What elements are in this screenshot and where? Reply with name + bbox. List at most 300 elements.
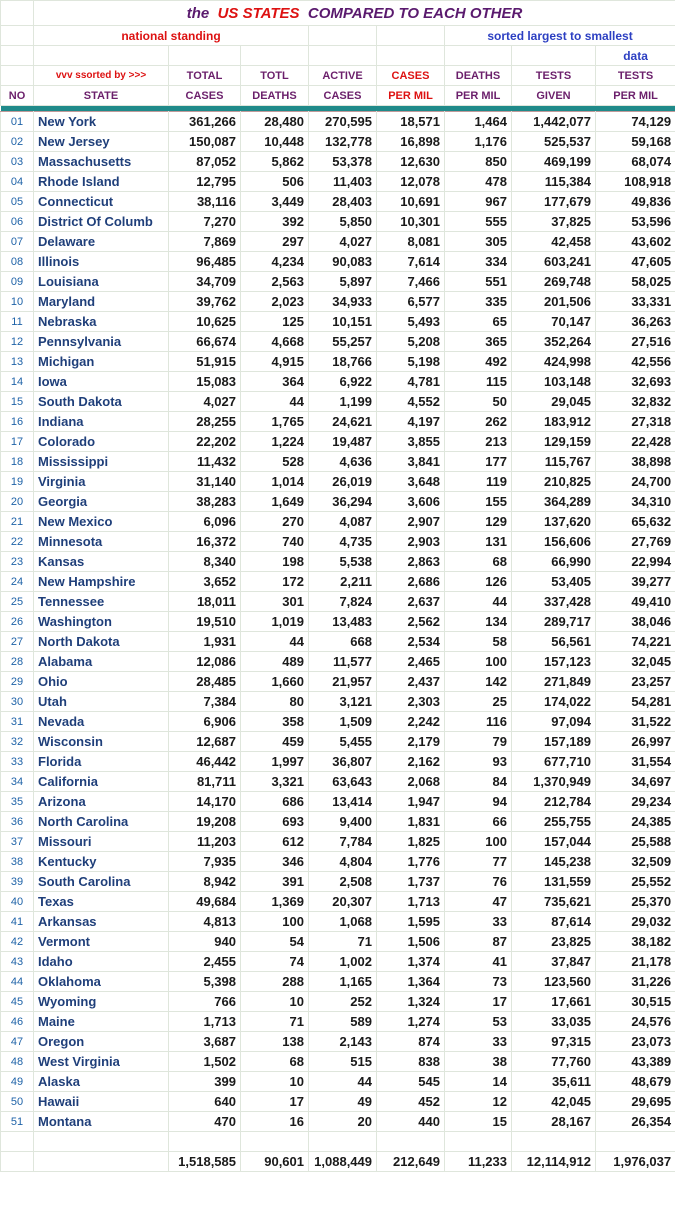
- cases-per-mil: 1,947: [377, 792, 445, 812]
- table-row: [1, 972, 675, 992]
- tests-given: 56,561: [512, 632, 596, 652]
- row-number: 18: [1, 452, 34, 472]
- row-number: 22: [1, 532, 34, 552]
- cases-per-mil: 1,713: [377, 892, 445, 912]
- cases-per-mil: 1,364: [377, 972, 445, 992]
- table-row: [1, 492, 675, 512]
- state-name: California: [34, 772, 169, 792]
- tests-per-mil: 34,310: [596, 492, 675, 512]
- tests-given: 255,755: [512, 812, 596, 832]
- table-row: [1, 252, 675, 272]
- row-number: 33: [1, 752, 34, 772]
- total-deaths: 100: [241, 912, 309, 932]
- total-deaths-per-mil: 11,233: [445, 1152, 512, 1172]
- tests-per-mil: 30,515: [596, 992, 675, 1012]
- total-deaths: 1,649: [241, 492, 309, 512]
- tests-given: 735,621: [512, 892, 596, 912]
- tests-given: 42,045: [512, 1092, 596, 1112]
- total-deaths: 2,563: [241, 272, 309, 292]
- tests-given: 28,167: [512, 1112, 596, 1132]
- cases-per-mil: 18,571: [377, 112, 445, 132]
- total-deaths: 74: [241, 952, 309, 972]
- tests-given: 137,620: [512, 512, 596, 532]
- table-row: [1, 432, 675, 452]
- cases-per-mil: 3,841: [377, 452, 445, 472]
- tests-per-mil: 43,602: [596, 232, 675, 252]
- total-cases: 10,625: [169, 312, 241, 332]
- total-deaths: 1,014: [241, 472, 309, 492]
- state-name: Kentucky: [34, 852, 169, 872]
- total-deaths: 16: [241, 1112, 309, 1132]
- totals-row: [1, 1152, 675, 1172]
- tests-given: 145,238: [512, 852, 596, 872]
- tests-per-mil: 23,073: [596, 1032, 675, 1052]
- total-deaths: 358: [241, 712, 309, 732]
- cases-per-mil: 12,078: [377, 172, 445, 192]
- total-cases: 28,255: [169, 412, 241, 432]
- state-name: Missouri: [34, 832, 169, 852]
- header-active-cases: CASES: [309, 86, 377, 106]
- total-cases: 34,709: [169, 272, 241, 292]
- cases-per-mil: 545: [377, 1072, 445, 1092]
- tests-per-mil: 49,836: [596, 192, 675, 212]
- deaths-per-mil: 84: [445, 772, 512, 792]
- tests-per-mil: 53,596: [596, 212, 675, 232]
- cases-per-mil: 5,493: [377, 312, 445, 332]
- table-row: [1, 212, 675, 232]
- deaths-per-mil: 14: [445, 1072, 512, 1092]
- tests-given: 212,784: [512, 792, 596, 812]
- deaths-per-mil: 93: [445, 752, 512, 772]
- total-total-deaths: 90,601: [241, 1152, 309, 1172]
- row-number: 11: [1, 312, 34, 332]
- total-cases: 8,340: [169, 552, 241, 572]
- total-cases: 39,762: [169, 292, 241, 312]
- state-name: Colorado: [34, 432, 169, 452]
- total-tests-given: 12,114,912: [512, 1152, 596, 1172]
- total-tests-per-mil: 1,976,037: [596, 1152, 675, 1172]
- cases-per-mil: 1,324: [377, 992, 445, 1012]
- total-deaths: 489: [241, 652, 309, 672]
- header-top-tests: TESTS: [512, 66, 596, 86]
- deaths-per-mil: 119: [445, 472, 512, 492]
- state-name: New Jersey: [34, 132, 169, 152]
- row-number: 51: [1, 1112, 34, 1132]
- tests-per-mil: 34,697: [596, 772, 675, 792]
- active-cases: 132,778: [309, 132, 377, 152]
- tests-given: 115,384: [512, 172, 596, 192]
- total-deaths: 288: [241, 972, 309, 992]
- active-cases: 20,307: [309, 892, 377, 912]
- cases-per-mil: 2,179: [377, 732, 445, 752]
- deaths-per-mil: 47: [445, 892, 512, 912]
- tests-given: 157,044: [512, 832, 596, 852]
- row-number: 14: [1, 372, 34, 392]
- tests-given: 157,123: [512, 652, 596, 672]
- total-cases: 7,384: [169, 692, 241, 712]
- state-name: Pennsylvania: [34, 332, 169, 352]
- tests-given: 131,559: [512, 872, 596, 892]
- tests-given: 525,537: [512, 132, 596, 152]
- total-cases: 49,684: [169, 892, 241, 912]
- table-row: [1, 912, 675, 932]
- table-row: [1, 412, 675, 432]
- deaths-per-mil: 1,176: [445, 132, 512, 152]
- cases-per-mil: 2,465: [377, 652, 445, 672]
- state-name: South Dakota: [34, 392, 169, 412]
- total-deaths: 391: [241, 872, 309, 892]
- state-name: Rhode Island: [34, 172, 169, 192]
- total-deaths: 392: [241, 212, 309, 232]
- table-row: [1, 1052, 675, 1072]
- page-title: the US STATES COMPARED TO EACH OTHER: [34, 1, 675, 26]
- total-cases: 1,713: [169, 1012, 241, 1032]
- total-cases: 7,935: [169, 852, 241, 872]
- deaths-per-mil: 177: [445, 452, 512, 472]
- deaths-per-mil: 555: [445, 212, 512, 232]
- tests-per-mil: 27,769: [596, 532, 675, 552]
- row-number: 10: [1, 292, 34, 312]
- total-deaths: 4,915: [241, 352, 309, 372]
- row-number: 45: [1, 992, 34, 1012]
- total-cases: 22,202: [169, 432, 241, 452]
- deaths-per-mil: 50: [445, 392, 512, 412]
- cases-per-mil: 10,301: [377, 212, 445, 232]
- state-name: North Dakota: [34, 632, 169, 652]
- table-row: [1, 152, 675, 172]
- deaths-per-mil: 25: [445, 692, 512, 712]
- tests-given: 77,760: [512, 1052, 596, 1072]
- tests-per-mil: 29,695: [596, 1092, 675, 1112]
- total-deaths: 297: [241, 232, 309, 252]
- table-row: [1, 872, 675, 892]
- total-cases: 6,906: [169, 712, 241, 732]
- active-cases: 7,784: [309, 832, 377, 852]
- tests-per-mil: 29,234: [596, 792, 675, 812]
- state-name: Texas: [34, 892, 169, 912]
- table-row: [1, 672, 675, 692]
- cases-per-mil: 7,466: [377, 272, 445, 292]
- table-row: [1, 1032, 675, 1052]
- deaths-per-mil: 12: [445, 1092, 512, 1112]
- active-cases: 44: [309, 1072, 377, 1092]
- total-deaths: 3,321: [241, 772, 309, 792]
- total-deaths: 1,224: [241, 432, 309, 452]
- tests-per-mil: 42,556: [596, 352, 675, 372]
- row-number: 36: [1, 812, 34, 832]
- deaths-per-mil: 126: [445, 572, 512, 592]
- header-cases: CASES: [169, 86, 241, 106]
- active-cases: 2,143: [309, 1032, 377, 1052]
- tests-per-mil: 32,509: [596, 852, 675, 872]
- tests-per-mil: 22,994: [596, 552, 675, 572]
- tests-given: 156,606: [512, 532, 596, 552]
- cases-per-mil: 12,630: [377, 152, 445, 172]
- table-row: [1, 1072, 675, 1092]
- state-name: Arizona: [34, 792, 169, 812]
- total-cases: 7,270: [169, 212, 241, 232]
- row-number: 17: [1, 432, 34, 452]
- table-row: [1, 992, 675, 1012]
- row-number: 44: [1, 972, 34, 992]
- deaths-per-mil: 65: [445, 312, 512, 332]
- total-deaths: 17: [241, 1092, 309, 1112]
- table-row: [1, 232, 675, 252]
- deaths-per-mil: 115: [445, 372, 512, 392]
- state-name: Louisiana: [34, 272, 169, 292]
- total-deaths: 2,023: [241, 292, 309, 312]
- active-cases: 18,766: [309, 352, 377, 372]
- total-cases: 8,942: [169, 872, 241, 892]
- tests-per-mil: 23,257: [596, 672, 675, 692]
- tests-given: 37,825: [512, 212, 596, 232]
- cases-per-mil: 1,506: [377, 932, 445, 952]
- total-deaths: 4,234: [241, 252, 309, 272]
- row-number: 34: [1, 772, 34, 792]
- total-cases: 18,011: [169, 592, 241, 612]
- total-cases: 11,203: [169, 832, 241, 852]
- header-top-tests-per: TESTS: [596, 66, 675, 86]
- total-active-cases: 1,088,449: [309, 1152, 377, 1172]
- table-row: [1, 392, 675, 412]
- tests-per-mil: 38,046: [596, 612, 675, 632]
- active-cases: 26,019: [309, 472, 377, 492]
- total-deaths: 1,019: [241, 612, 309, 632]
- state-name: Mississippi: [34, 452, 169, 472]
- tests-per-mil: 26,354: [596, 1112, 675, 1132]
- state-name: Indiana: [34, 412, 169, 432]
- state-name: Montana: [34, 1112, 169, 1132]
- total-deaths: 686: [241, 792, 309, 812]
- header-tests-given: GIVEN: [512, 86, 596, 106]
- header-top-cases: CASES: [377, 66, 445, 86]
- row-number: 41: [1, 912, 34, 932]
- deaths-per-mil: 551: [445, 272, 512, 292]
- active-cases: 34,933: [309, 292, 377, 312]
- state-name: North Carolina: [34, 812, 169, 832]
- deaths-per-mil: 87: [445, 932, 512, 952]
- row-number: 03: [1, 152, 34, 172]
- cases-per-mil: 2,903: [377, 532, 445, 552]
- state-name: Vermont: [34, 932, 169, 952]
- total-deaths: 125: [241, 312, 309, 332]
- deaths-per-mil: 478: [445, 172, 512, 192]
- subtitle-left: national standing: [34, 26, 309, 46]
- tests-given: 115,767: [512, 452, 596, 472]
- total-deaths: 364: [241, 372, 309, 392]
- total-cases: 81,711: [169, 772, 241, 792]
- header-no: NO: [1, 86, 34, 106]
- row-number: 05: [1, 192, 34, 212]
- tests-per-mil: 108,918: [596, 172, 675, 192]
- tests-given: 87,614: [512, 912, 596, 932]
- tests-per-mil: 31,226: [596, 972, 675, 992]
- row-number: 39: [1, 872, 34, 892]
- header-top-active: ACTIVE: [309, 66, 377, 86]
- tests-per-mil: 59,168: [596, 132, 675, 152]
- table-row: [1, 532, 675, 552]
- deaths-per-mil: 79: [445, 732, 512, 752]
- tests-per-mil: 48,679: [596, 1072, 675, 1092]
- total-cases: 38,283: [169, 492, 241, 512]
- deaths-per-mil: 94: [445, 792, 512, 812]
- deaths-per-mil: 38: [445, 1052, 512, 1072]
- total-deaths: 693: [241, 812, 309, 832]
- total-deaths: 346: [241, 852, 309, 872]
- row-number: 12: [1, 332, 34, 352]
- active-cases: 1,165: [309, 972, 377, 992]
- total-cases: 14,170: [169, 792, 241, 812]
- total-cases: 31,140: [169, 472, 241, 492]
- tests-per-mil: 24,700: [596, 472, 675, 492]
- total-cases: 19,208: [169, 812, 241, 832]
- state-name: Florida: [34, 752, 169, 772]
- cases-per-mil: 3,606: [377, 492, 445, 512]
- header-deaths: DEATHS: [241, 86, 309, 106]
- row-number: 50: [1, 1092, 34, 1112]
- total-deaths: 4,668: [241, 332, 309, 352]
- tests-per-mil: 24,385: [596, 812, 675, 832]
- subtitle-right-data: data: [596, 46, 675, 66]
- total-cases-per-mil: 212,649: [377, 1152, 445, 1172]
- total-deaths: 28,480: [241, 112, 309, 132]
- deaths-per-mil: 334: [445, 252, 512, 272]
- tests-given: 37,847: [512, 952, 596, 972]
- cases-per-mil: 2,242: [377, 712, 445, 732]
- cases-per-mil: 2,562: [377, 612, 445, 632]
- deaths-per-mil: 213: [445, 432, 512, 452]
- tests-given: 177,679: [512, 192, 596, 212]
- tests-per-mil: 31,554: [596, 752, 675, 772]
- cases-per-mil: 3,855: [377, 432, 445, 452]
- deaths-per-mil: 1,464: [445, 112, 512, 132]
- table-row: [1, 572, 675, 592]
- active-cases: 5,850: [309, 212, 377, 232]
- deaths-per-mil: 134: [445, 612, 512, 632]
- total-deaths: 506: [241, 172, 309, 192]
- table-row: [1, 112, 675, 132]
- deaths-per-mil: 53: [445, 1012, 512, 1032]
- tests-given: 183,912: [512, 412, 596, 432]
- total-cases: 4,027: [169, 392, 241, 412]
- active-cases: 6,922: [309, 372, 377, 392]
- state-name: Ohio: [34, 672, 169, 692]
- total-cases: 399: [169, 1072, 241, 1092]
- tests-given: 129,159: [512, 432, 596, 452]
- active-cases: 13,483: [309, 612, 377, 632]
- deaths-per-mil: 68: [445, 552, 512, 572]
- deaths-per-mil: 17: [445, 992, 512, 1012]
- row-number: 19: [1, 472, 34, 492]
- row-number: 30: [1, 692, 34, 712]
- cases-per-mil: 874: [377, 1032, 445, 1052]
- total-cases: 4,813: [169, 912, 241, 932]
- cases-per-mil: 1,737: [377, 872, 445, 892]
- cases-per-mil: 1,374: [377, 952, 445, 972]
- total-cases: 19,510: [169, 612, 241, 632]
- active-cases: 4,087: [309, 512, 377, 532]
- state-name: Utah: [34, 692, 169, 712]
- total-cases: 3,652: [169, 572, 241, 592]
- tests-given: 469,199: [512, 152, 596, 172]
- state-name: Oregon: [34, 1032, 169, 1052]
- table-row: [1, 832, 675, 852]
- total-cases: 766: [169, 992, 241, 1012]
- state-name: Iowa: [34, 372, 169, 392]
- total-deaths: 172: [241, 572, 309, 592]
- cases-per-mil: 2,162: [377, 752, 445, 772]
- total-deaths: 44: [241, 632, 309, 652]
- tests-given: 271,849: [512, 672, 596, 692]
- total-cases: 11,432: [169, 452, 241, 472]
- table-row: [1, 852, 675, 872]
- tests-per-mil: 32,693: [596, 372, 675, 392]
- state-name: New Mexico: [34, 512, 169, 532]
- cases-per-mil: 2,068: [377, 772, 445, 792]
- state-name: Illinois: [34, 252, 169, 272]
- row-number: 32: [1, 732, 34, 752]
- tests-per-mil: 39,277: [596, 572, 675, 592]
- tests-per-mil: 47,605: [596, 252, 675, 272]
- state-name: South Carolina: [34, 872, 169, 892]
- table-row: [1, 732, 675, 752]
- row-number: 28: [1, 652, 34, 672]
- active-cases: 4,027: [309, 232, 377, 252]
- row-number: 29: [1, 672, 34, 692]
- table-row: [1, 332, 675, 352]
- table-row: [1, 892, 675, 912]
- tests-per-mil: 27,318: [596, 412, 675, 432]
- active-cases: 2,211: [309, 572, 377, 592]
- deaths-per-mil: 967: [445, 192, 512, 212]
- total-deaths: 1,765: [241, 412, 309, 432]
- state-name: Hawaii: [34, 1092, 169, 1112]
- total-deaths: 612: [241, 832, 309, 852]
- state-name: New Hampshire: [34, 572, 169, 592]
- row-number: 40: [1, 892, 34, 912]
- row-number: 27: [1, 632, 34, 652]
- active-cases: 28,403: [309, 192, 377, 212]
- cases-per-mil: 1,595: [377, 912, 445, 932]
- active-cases: 2,508: [309, 872, 377, 892]
- total-deaths: 1,997: [241, 752, 309, 772]
- active-cases: 10,151: [309, 312, 377, 332]
- cases-per-mil: 2,863: [377, 552, 445, 572]
- active-cases: 5,897: [309, 272, 377, 292]
- total-cases: 46,442: [169, 752, 241, 772]
- cases-per-mil: 2,686: [377, 572, 445, 592]
- row-number: 38: [1, 852, 34, 872]
- total-cases: 3,687: [169, 1032, 241, 1052]
- active-cases: 1,199: [309, 392, 377, 412]
- tests-given: 33,035: [512, 1012, 596, 1032]
- table-row: [1, 752, 675, 772]
- state-name: Tennessee: [34, 592, 169, 612]
- deaths-per-mil: 33: [445, 1032, 512, 1052]
- cases-per-mil: 1,274: [377, 1012, 445, 1032]
- active-cases: 270,595: [309, 112, 377, 132]
- tests-per-mil: 22,428: [596, 432, 675, 452]
- sort-note: vvv ssorted by >>>: [34, 66, 169, 86]
- cases-per-mil: 2,437: [377, 672, 445, 692]
- cases-per-mil: 7,614: [377, 252, 445, 272]
- tests-per-mil: 25,588: [596, 832, 675, 852]
- table-row: [1, 1092, 675, 1112]
- tests-given: 123,560: [512, 972, 596, 992]
- row-number: 09: [1, 272, 34, 292]
- cases-per-mil: 5,198: [377, 352, 445, 372]
- deaths-per-mil: 77: [445, 852, 512, 872]
